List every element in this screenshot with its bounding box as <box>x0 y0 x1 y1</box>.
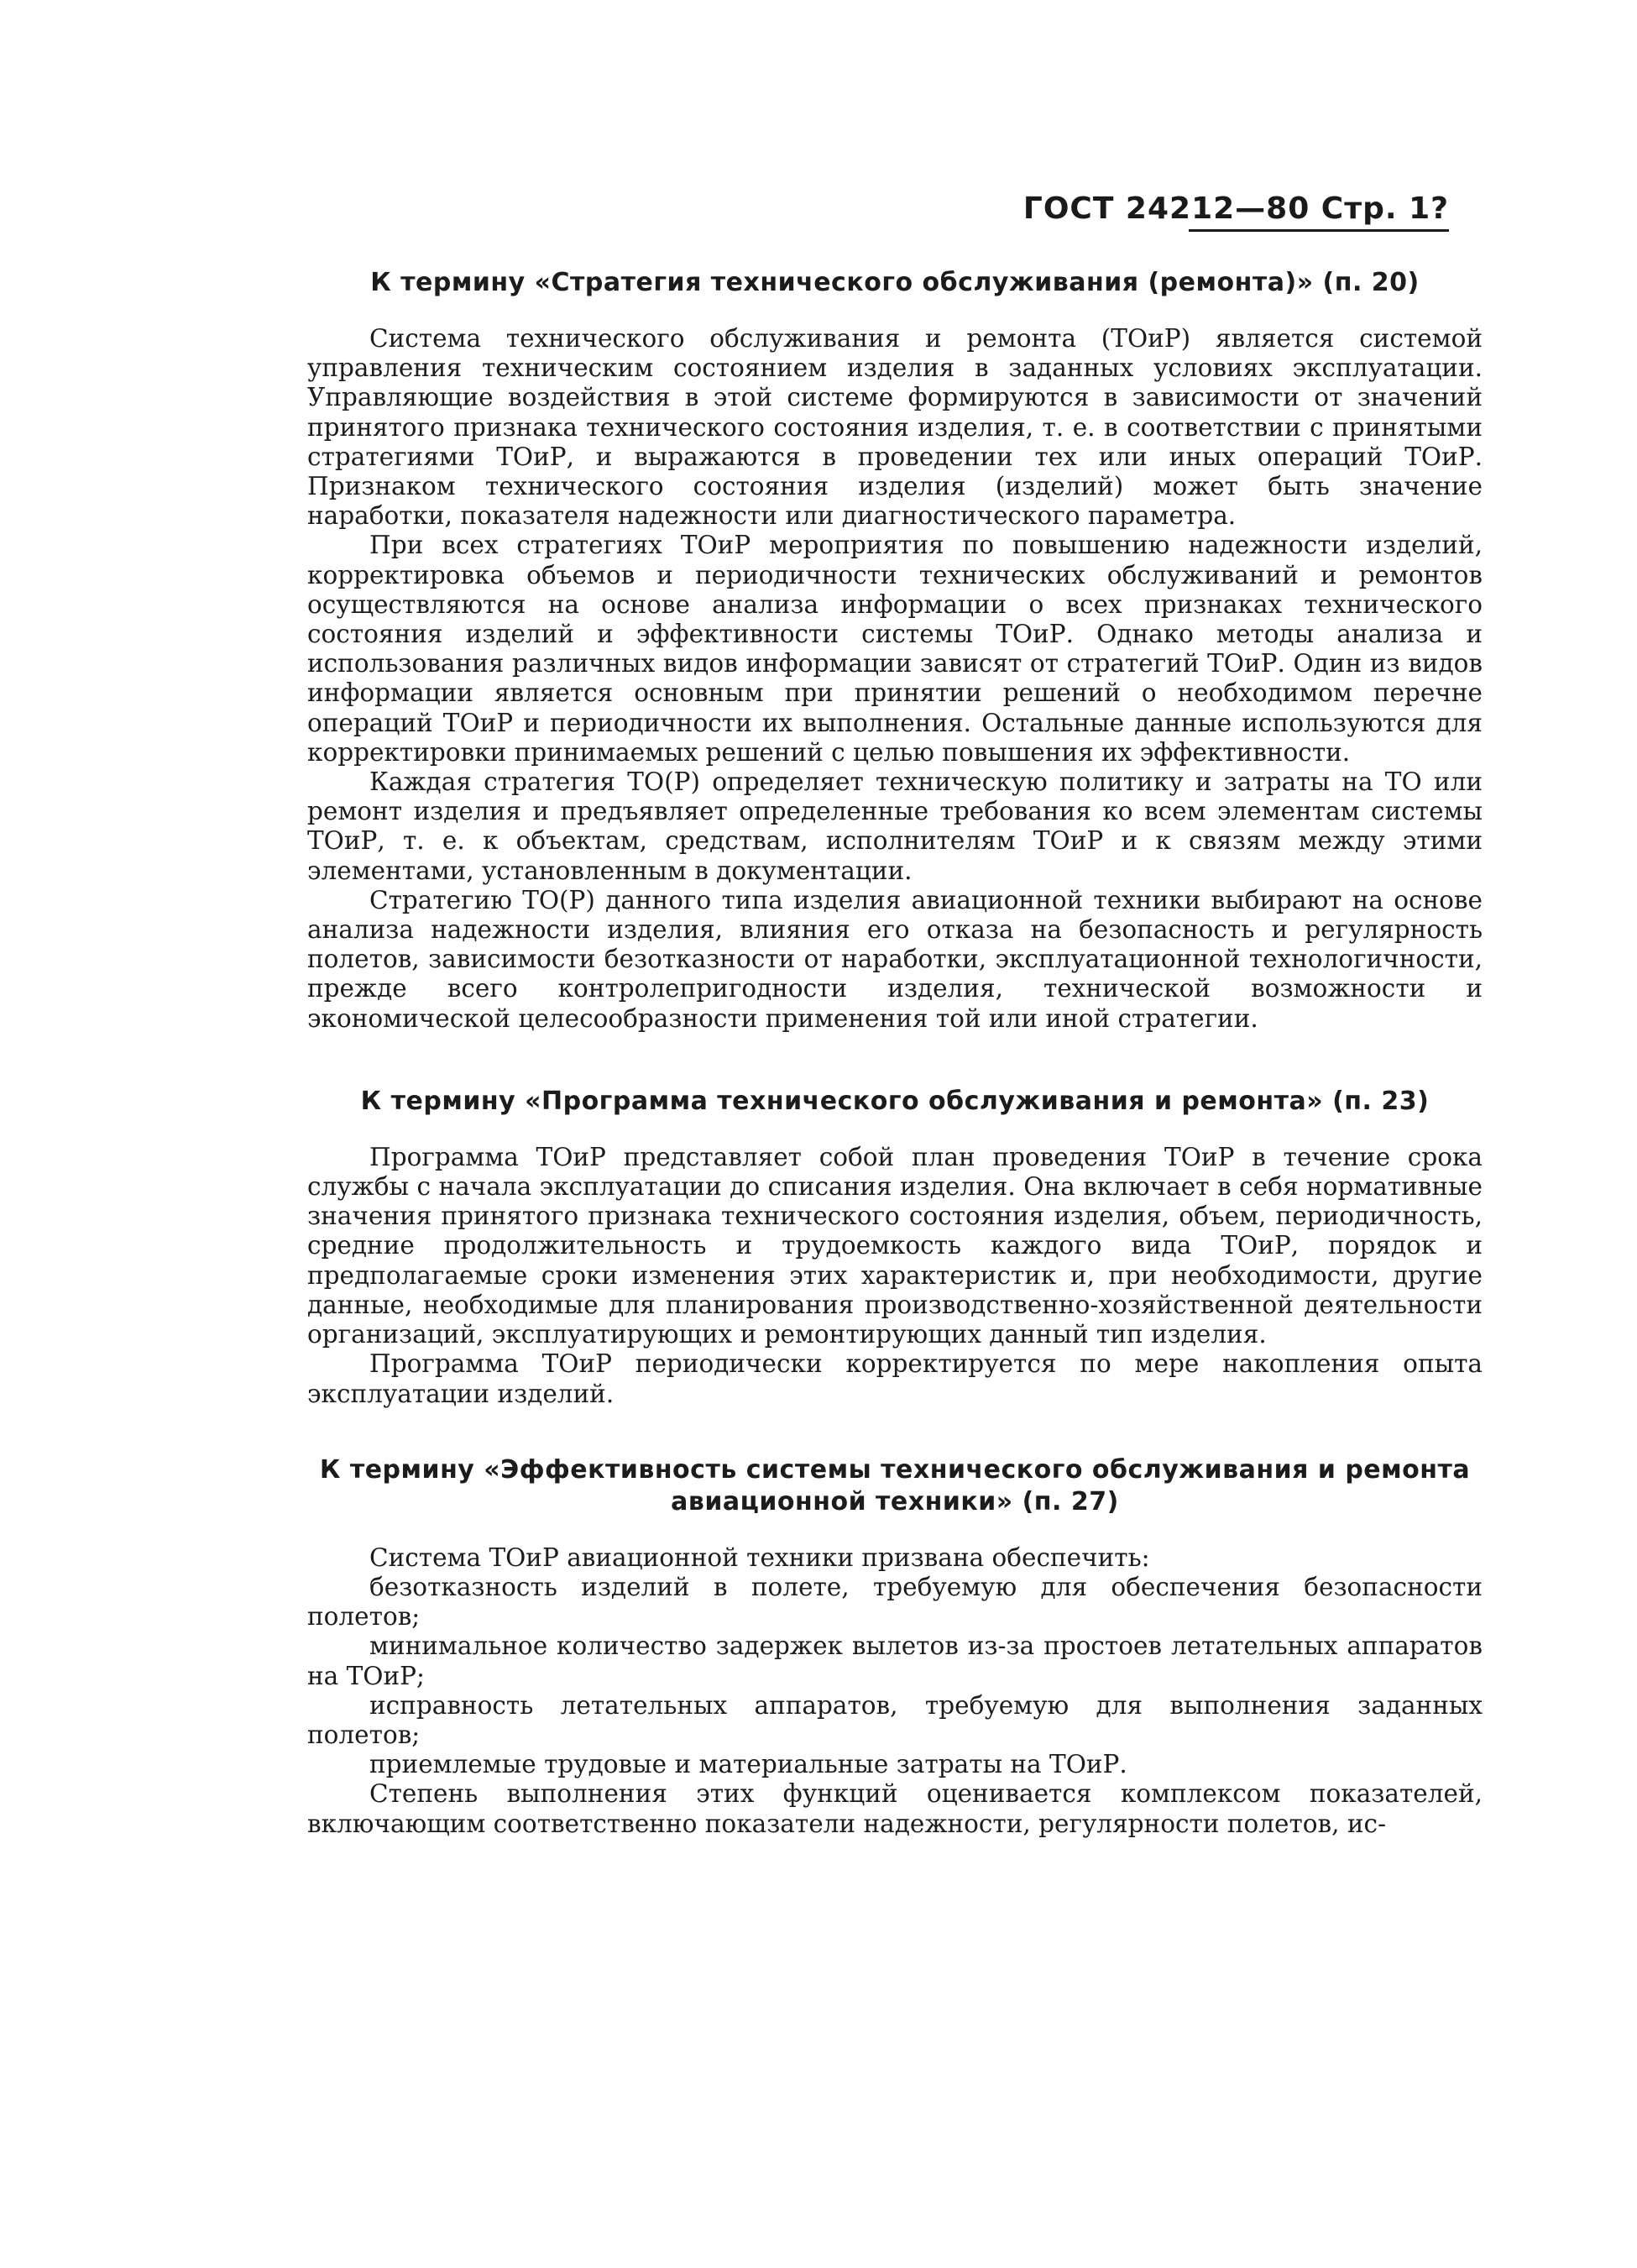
section-strategy <box>307 267 1483 1034</box>
header-rule <box>1189 229 1449 232</box>
paragraph: Система технического обслуживания и ремонта (ТОиР) является системой управления техническим состоянием изделия в заданных условиях эксплуатации. Управляющие воздействия в этой системе формируются в зависимости от значений принятого признака технического состояния изделия, т. е. в соответствии с принятыми стратегиями ТОиР, и выражаются в проведении тех или иных операций ТОиР. Признаком технического состояния изделия (изделий) может быть значение наработки, показателя надежности или диагностического параметра. <box>307 324 1483 531</box>
section-program <box>307 1086 1483 1409</box>
document-body <box>307 267 1483 1839</box>
standard-page-number: ГОСТ 24212—80 Стр. 1? <box>1022 191 1449 226</box>
list-item: исправность летательных аппаратов, требуемую для выполнения заданных полетов; <box>307 1690 1483 1749</box>
section-body <box>307 1543 1483 1839</box>
paragraph: Программа ТОиР периодически корректируется по мере накопления опыта эксплуатации изделий. <box>307 1349 1483 1408</box>
paragraph: При всех стратегиях ТОиР мероприятия по повышению надежности изделий, корректировка объемов и периодичности технических обслуживаний и ремонтов осуществляются на основе анализа информации о всех признаках технического состояния изделий и эффективности системы ТОиР. Однако методы анализа и использования различных видов информации зависят от стратегий ТОиР. Один из видов информации является основным при принятии решений о необходимом перечне операций ТОиР и периодичности их выполнения. Остальные данные используются для корректировки принимаемых решений с целью повышения их эффективности. <box>307 531 1483 767</box>
list-item: безотказность изделий в полете, требуемую для обеспечения безопасности полетов; <box>307 1572 1483 1632</box>
list-item: минимальное количество задержек вылетов из-за простоев летательных аппаратов на ТОиР; <box>307 1632 1483 1690</box>
paragraph: Система ТОиР авиационной техники призвана обеспечить: <box>369 1543 1150 1572</box>
paragraph: Степень выполнения этих функций оценивается комплексом показателей, включающим соответственно показатели надежности, регулярности полетов, ис- <box>307 1779 1483 1838</box>
section-title: К термину «Эффективность системы технического обслуживания и ремонта авиационной техники» (п. 27) <box>319 1454 1471 1516</box>
paragraph: Программа ТОиР представляет собой план проведения ТОиР в течение срока службы с начала эксплуатации до списания изделия. Она включает в себя нормативные значения принятого признака технического состояния изделия, объем, периодичность, средние продолжительность и трудоемкость каждого вида ТОиР, порядок и предполагаемые сроки изменения этих характеристик и, при необходимости, другие данные, необходимые для планирования производственно-хозяйственной деятельности организаций, эксплуатирующих и ремонтирующих данный тип изделия. <box>307 1142 1483 1349</box>
section-body <box>307 324 1483 1034</box>
paragraph: Стратегию ТО(Р) данного типа изделия авиационной техники выбирают на основе анализа надежности изделия, влияния его отказа на безопасность и регулярность полетов, зависимости безотказности от наработки, эксплуатационной технологичности, прежде всего контролепригодности изделия, технической возможности и экономической целесообразности применения той или иной стратегии. <box>307 885 1483 1033</box>
section-body <box>307 1143 1483 1409</box>
page-header <box>1023 191 1449 232</box>
section-title: К термину «Программа технического обслуживания и ремонта» (п. 23) <box>360 1086 1430 1116</box>
list-item: приемлемые трудовые и материальные затраты на ТОиР. <box>369 1750 1127 1779</box>
paragraph: Каждая стратегия ТО(Р) определяет техническую политику и затраты на ТО или ремонт изделия и предъявляет определенные требования ко всем элементам системы ТОиР, т. е. к объектам, средствам, исполнителям ТОиР и к связям между этими элементами, установленным в документации. <box>307 767 1483 885</box>
section-title: К термину «Стратегия технического обслуживания (ремонта)» (п. 20) <box>370 268 1420 297</box>
section-efficiency <box>307 1454 1483 1839</box>
